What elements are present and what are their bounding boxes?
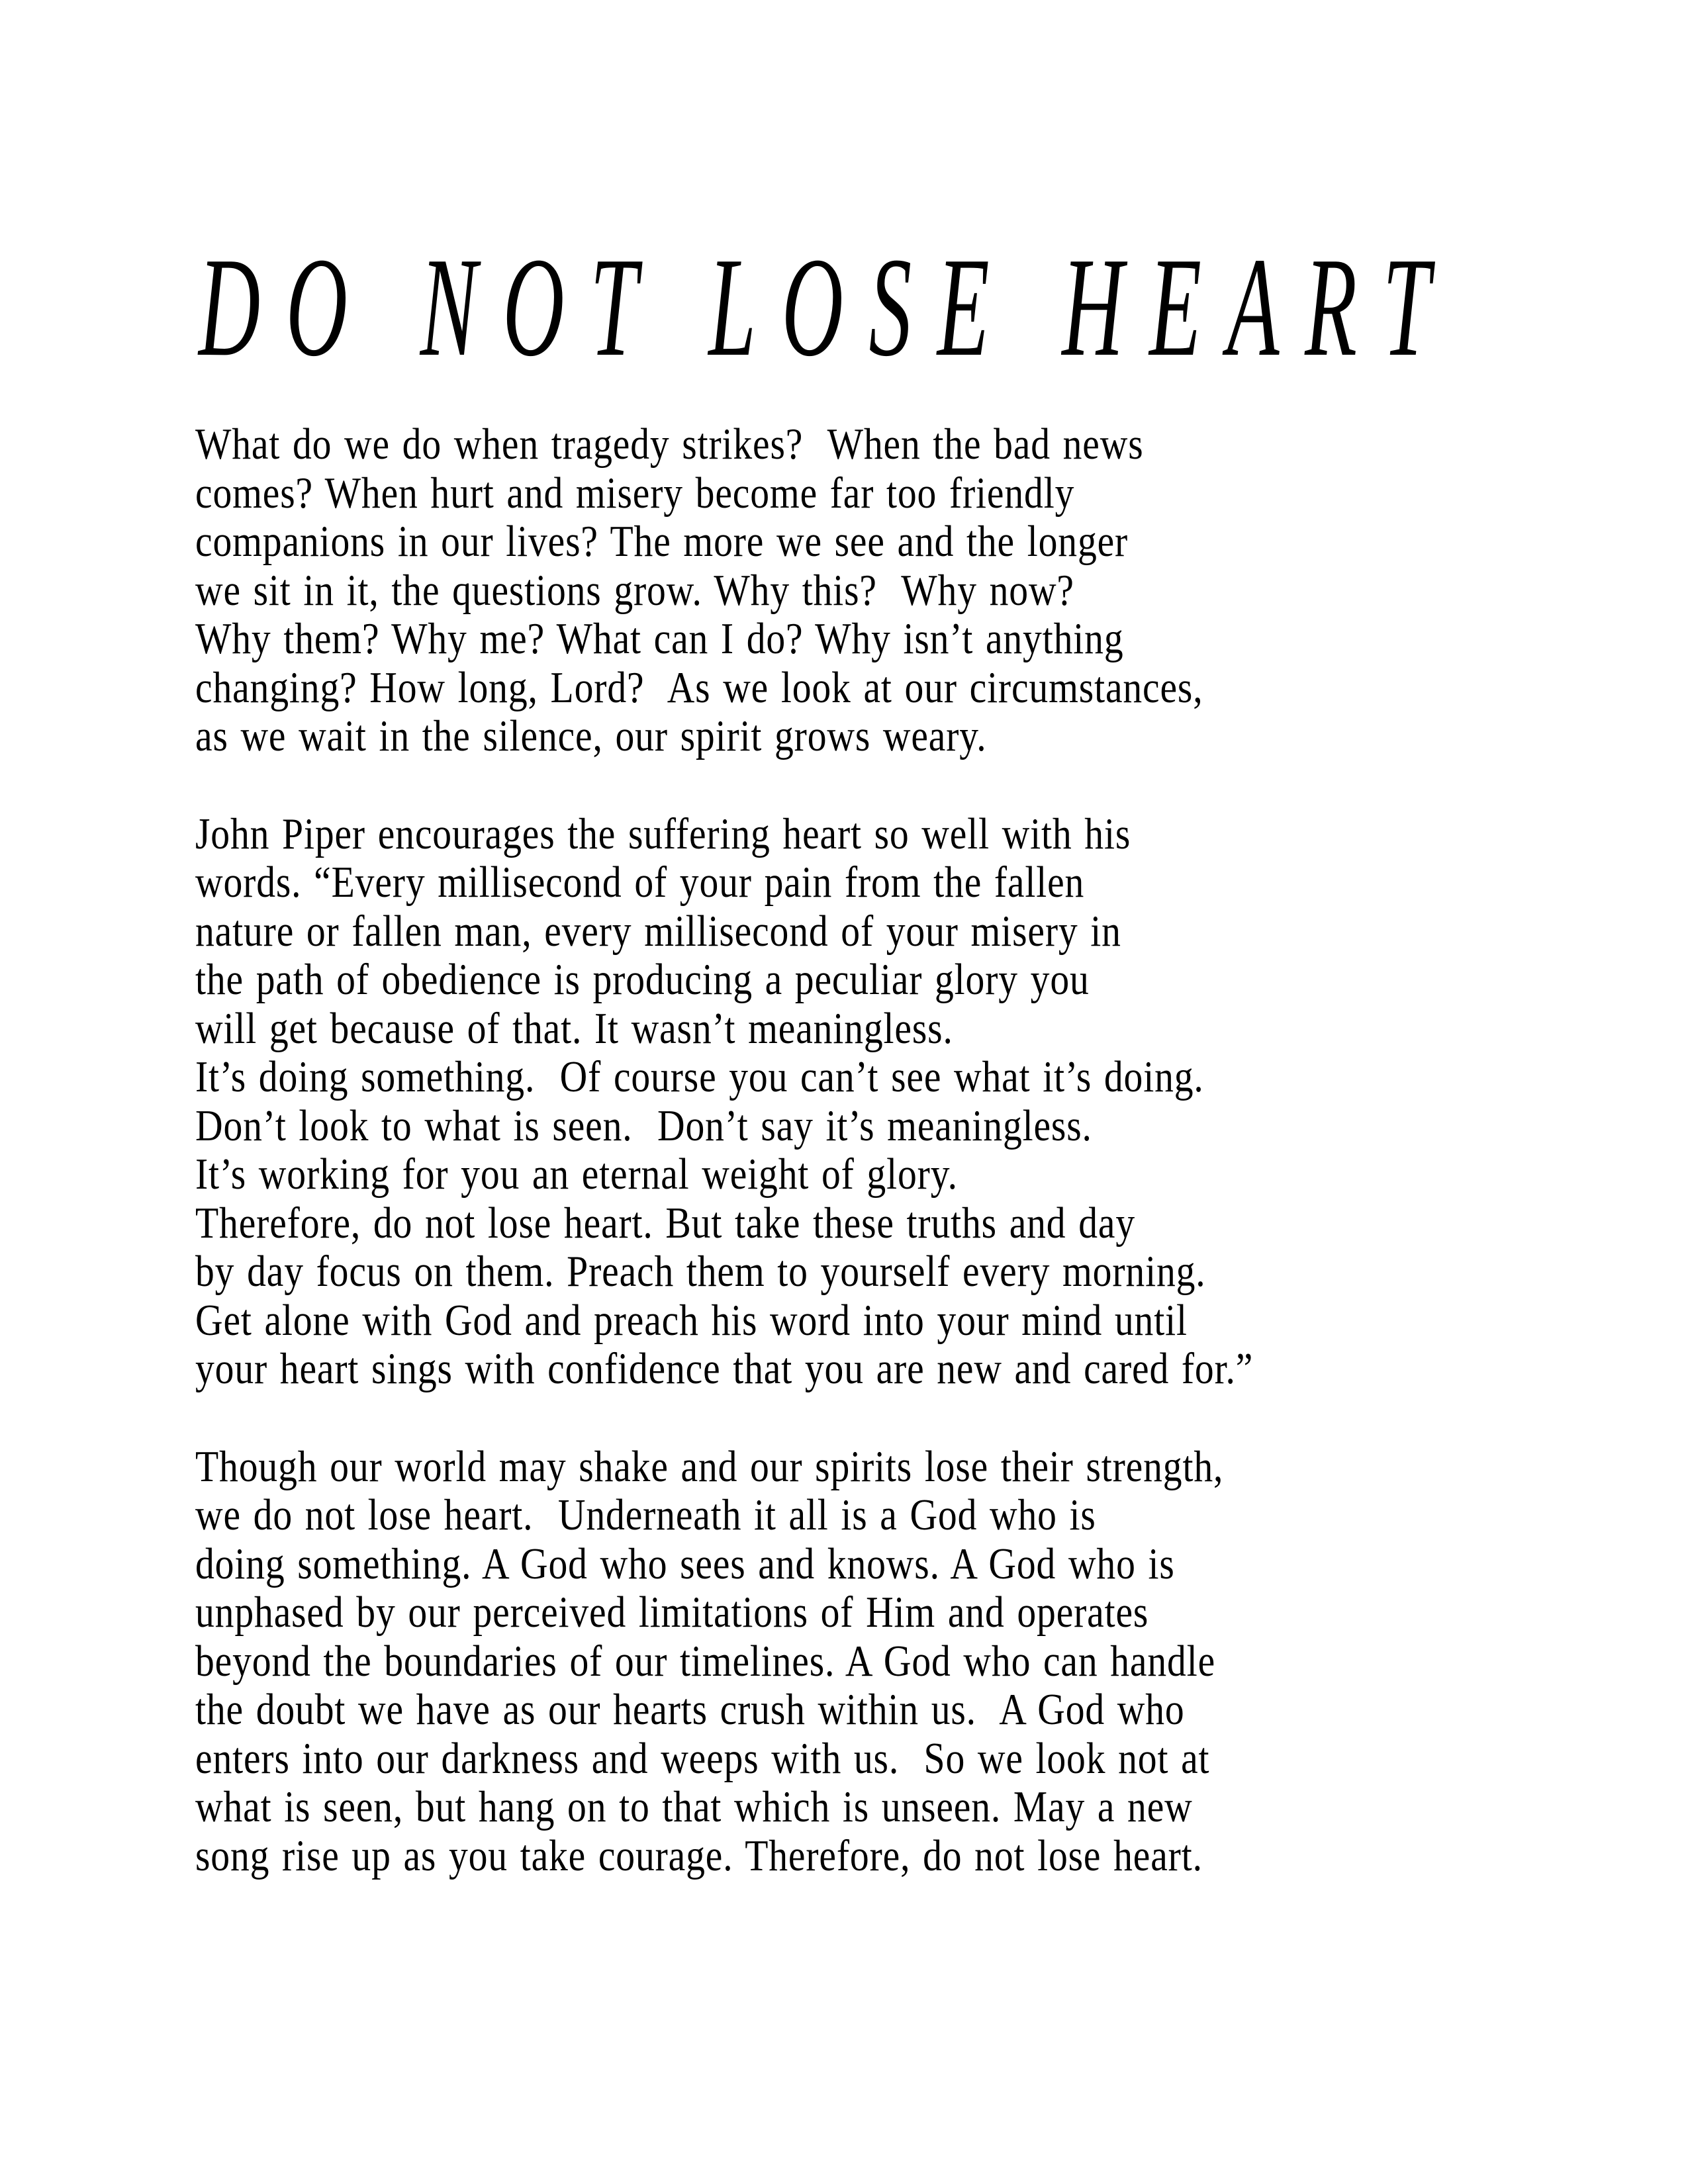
body-paragraph-1: What do we do when tragedy strikes? When the bad news comes? When hurt and misery become far too friendly companions in our lives? The more we see and the longer we sit in it, the questions grow. Why this? Why now? Why them? Why me? What can I do? Why isn’t anything changing? How long, Lord? As we look at our circumstances, as we wait in the silence, our spirit grows weary. (195, 420, 1203, 760)
body-paragraph-2: John Piper encourages the suffering heart so well with his words. “Every millisecond of your pain from the fallen nature or fallen man, every millisecond of your misery in the path of obedience is producing a peculiar glory you will get because of that. It wasn’t meaningless. It’s doing something. Of course you can’t see what it’s doing. Don’t look to what is seen. Don’t say it’s meaningless. It’s working for you an eternal weight of glory. Therefore, do not lose heart. But take these truths and day by day focus on them. Preach them to yourself every morning. Get alone with God and preach his word into your mind until your heart sings with confidence that you are new and cared for.” (195, 809, 1254, 1393)
document-body (195, 420, 1585, 1929)
page-title: DO NOT LOSE HEART (199, 228, 1456, 387)
body-paragraph-3: Though our world may shake and our spirits lose their strength, we do not lose heart. Underneath it all is a God who is doing something. A God who sees and knows. A God who is unphased by our perceived limitations of Him and operates beyond the boundaries of our timelines. A God who can handle the doubt we have as our hearts crush within us. A God who enters into our darkness and weeps with us. So we look not at what is seen, but hang on to that which is unseen. May a new song rise up as you take courage. Therefore, do not lose heart. (195, 1441, 1224, 1880)
